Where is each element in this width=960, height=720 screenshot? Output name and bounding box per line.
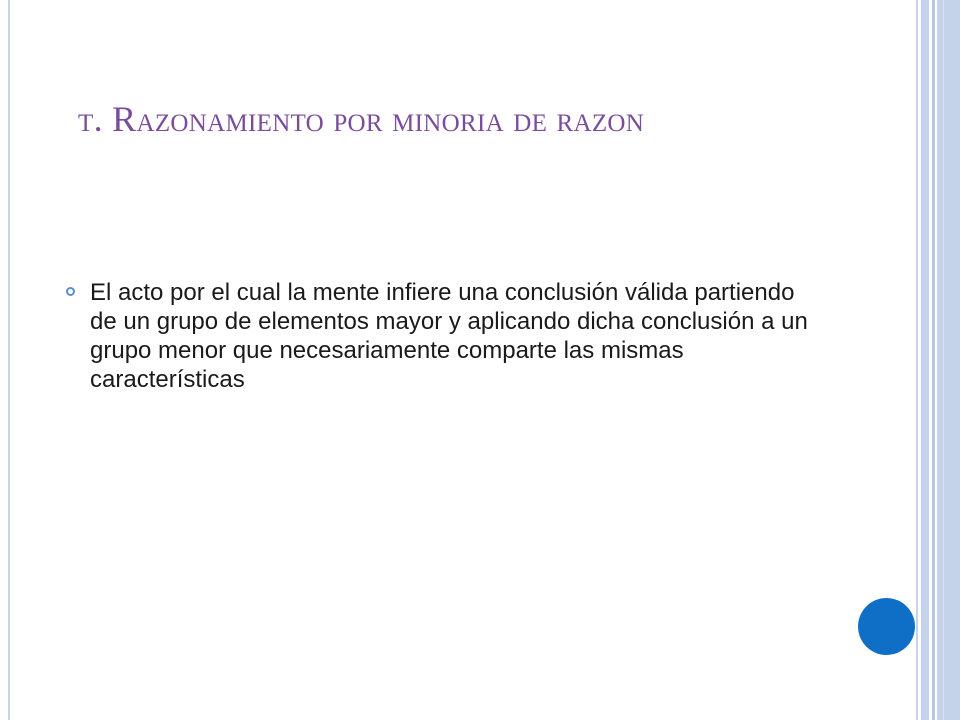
bullet-list (66, 278, 826, 394)
right-border-bar (937, 0, 960, 720)
blue-circle-icon (858, 598, 915, 655)
bullet-item (66, 278, 826, 394)
left-border-line (8, 0, 10, 720)
right-border-bar (921, 0, 929, 720)
hollow-circle-bullet-icon (66, 287, 75, 296)
right-border-bar (932, 0, 935, 720)
right-border-bar (943, 0, 944, 720)
bullet-text: El acto por el cual la mente infiere una conclusión válida partiendo de un grupo de elementos mayor y aplicando dicha conclusión a un grupo menor que necesariamente comparte las mismas características (90, 279, 808, 393)
right-border-bar (916, 0, 918, 720)
slide-title: t. Razonamiento por minoria de razon (78, 99, 645, 139)
